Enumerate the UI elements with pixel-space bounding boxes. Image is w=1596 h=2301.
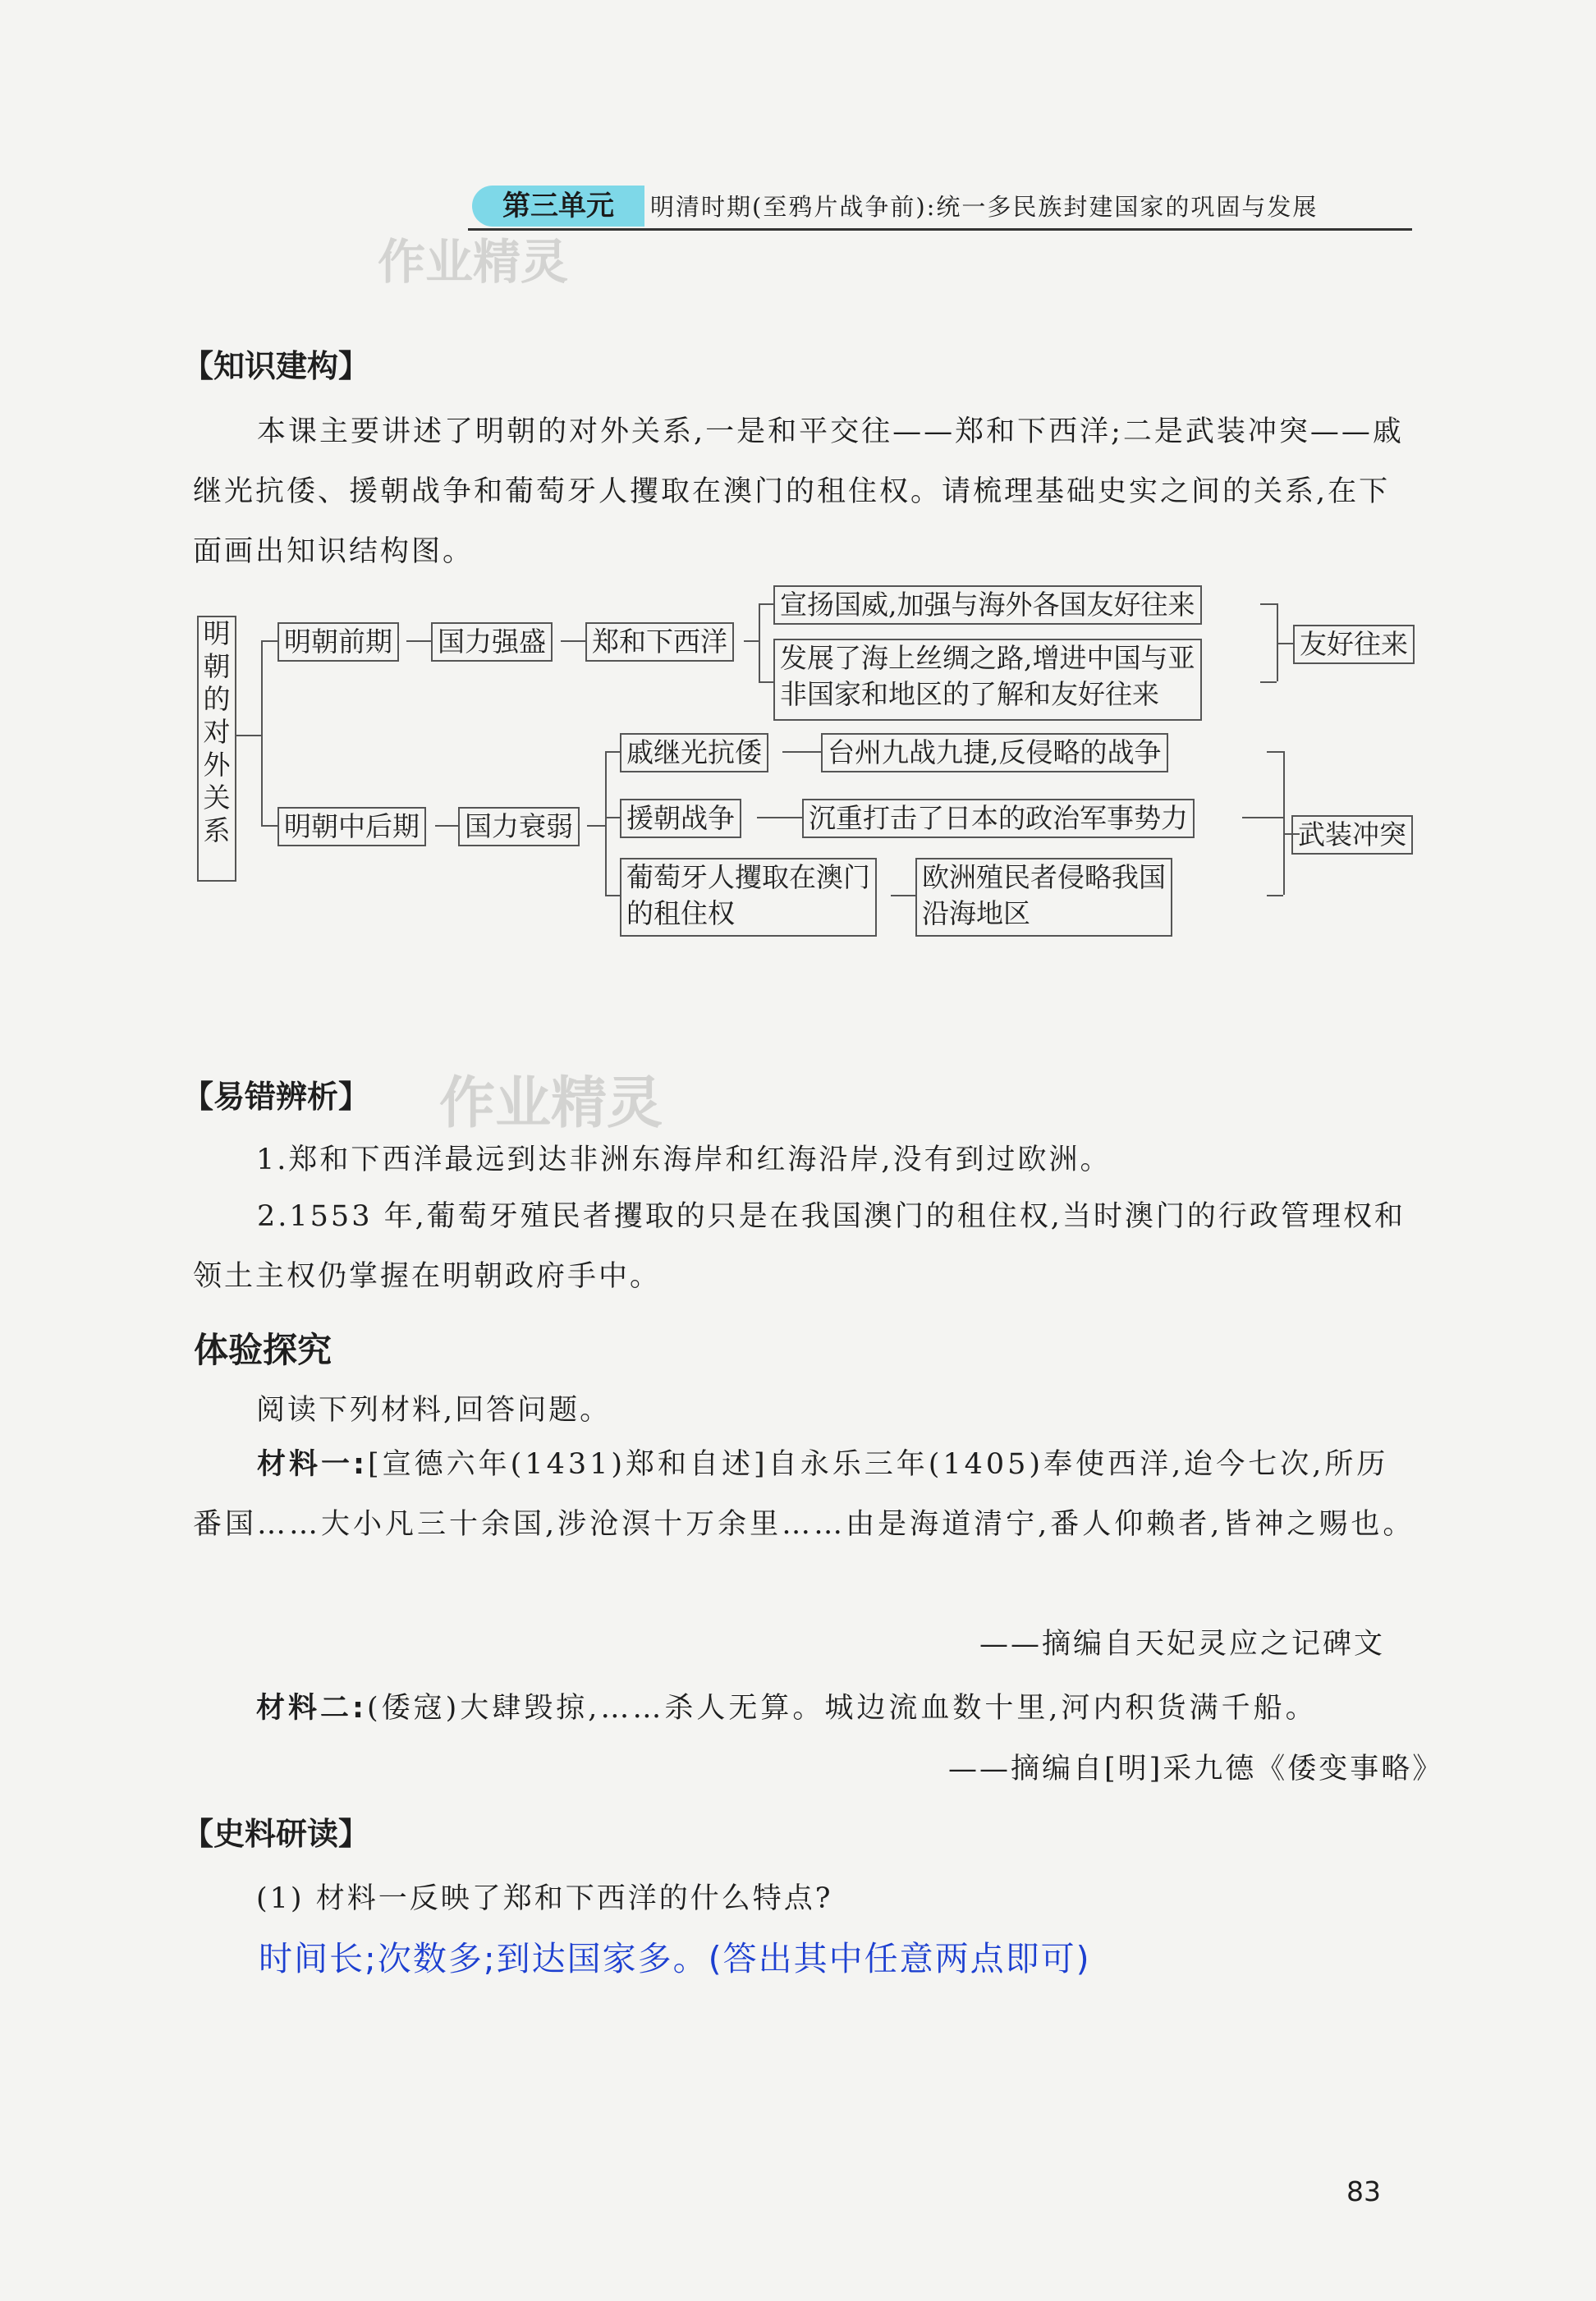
study-heading: 【史料研读】 [182, 1816, 370, 1852]
error-item-1: 1.郑和下西洋最远到达非洲东海岸和红海沿岸,没有到过欧洲。 [256, 1144, 1112, 1176]
material-1-source: ——摘编自天妃灵应之记碑文 [979, 1628, 1386, 1661]
node-korea-result: 沉重打击了日本的政治军事势力 [802, 799, 1195, 838]
material-1 [193, 1435, 1416, 1555]
explore-heading: 体验探究 [194, 1330, 332, 1370]
connector [759, 603, 760, 681]
connector [744, 640, 759, 642]
connector [1260, 603, 1277, 605]
material-2-text: (倭寇)大肆毁掠,……杀人无算。城边流血数十里,河内积货满千船。 [367, 1692, 1318, 1725]
connector [1267, 751, 1283, 753]
error-item-2: 2.1553 年,葡萄牙殖民者攫取的只是在我国澳门的租住权,当时澳门的行政管理权和领土主权仍掌握在明朝政府手中。 [193, 1200, 1406, 1293]
knowledge-heading: 【知识建构】 [182, 348, 370, 384]
node-macau-line1: 葡萄牙人攫取在澳门 [626, 861, 870, 893]
connector [261, 640, 263, 825]
answer-1: 时间长;次数多;到达国家多。(答出其中任意两点即可) [259, 1939, 1091, 1978]
node-armed-conflict: 武装冲突 [1291, 815, 1413, 855]
node-zhenghe-significance-2-line1: 发展了海上丝绸之路,增进中国与亚 [780, 642, 1195, 674]
node-weak-power: 国力衰弱 [458, 807, 580, 846]
connector [435, 825, 458, 827]
question-1: (1) 材料一反映了郑和下西洋的什么特点? [256, 1882, 833, 1915]
connector [236, 735, 261, 736]
node-zhenghe-significance-2 [773, 639, 1202, 721]
connector [759, 603, 773, 605]
page-number: 83 [1346, 2175, 1381, 2207]
node-macau-result [915, 858, 1172, 937]
material-2-source: ——摘编自[明]采九德《倭变事略》 [948, 1753, 1444, 1785]
unit-badge: 第三单元 [472, 186, 644, 227]
node-zhenghe: 郑和下西洋 [585, 622, 734, 662]
errors-heading: 【易错辨析】 [182, 1079, 370, 1115]
node-strong-power: 国力强盛 [431, 622, 553, 662]
diagram-root: 明朝的对外关系 [197, 616, 236, 882]
node-friendly-exchange: 友好往来 [1293, 625, 1415, 664]
connector [759, 681, 773, 683]
watermark: 作业精灵 [439, 1071, 663, 1136]
node-macau-result-line2: 沿海地区 [922, 897, 1030, 929]
connector [1267, 895, 1283, 896]
unit-title: 明清时期(至鸦片战争前):统一多民族封建国家的巩固与发展 [650, 193, 1319, 221]
connector [561, 640, 585, 642]
node-macau-result-line1: 欧洲殖民者侵略我国 [922, 861, 1166, 893]
node-macau-line2: 的租住权 [626, 897, 735, 929]
knowledge-intro: 本课主要讲述了明朝的对外关系,一是和平交往——郑和下西洋;二是武装冲突——戚继光抗倭、援朝战争和葡萄牙人攫取在澳门的租住权。请梳理基础史实之间的关系,在下面画出知识结构图。 [193, 415, 1404, 568]
connector [757, 817, 802, 818]
node-early-ming: 明朝前期 [277, 622, 399, 662]
material-2-label: 材料二: [256, 1692, 367, 1725]
node-qijiguang: 戚继光抗倭 [620, 733, 768, 772]
connector [1277, 643, 1293, 644]
connector [261, 640, 277, 642]
connector [1283, 751, 1285, 895]
connector [1242, 817, 1283, 818]
node-zhenghe-significance-2-line2: 非国家和地区的了解和友好往来 [780, 678, 1159, 710]
connector [605, 751, 607, 895]
connector [587, 825, 605, 827]
material-2 [256, 1685, 1318, 1726]
connector [605, 895, 620, 896]
connector [406, 640, 431, 642]
watermark: 作业精灵 [378, 234, 569, 290]
node-qijiguang-result: 台州九战九捷,反侵略的战争 [821, 733, 1168, 772]
node-late-ming: 明朝中后期 [277, 807, 426, 846]
connector [605, 751, 620, 753]
node-korea-war: 援朝战争 [620, 799, 741, 838]
node-zhenghe-significance-1: 宣扬国威,加强与海外各国友好往来 [773, 585, 1202, 625]
connector [261, 825, 277, 827]
connector [782, 751, 821, 753]
explore-instruction: 阅读下列材料,回答问题。 [256, 1394, 612, 1427]
connector [1260, 681, 1277, 683]
node-macau [620, 858, 877, 937]
connector [891, 895, 915, 896]
connector [605, 817, 620, 818]
material-1-text: [宣德六年(1431)郑和自述]自永乐三年(1405)奉使西洋,迨今七次,所历番国……大小凡三十余国,涉沧溟十万余里……由是海道清宁,番人仰赖者,皆神之赐也。 [193, 1448, 1415, 1541]
material-1-label: 材料一: [257, 1448, 368, 1481]
knowledge-structure-diagram [185, 575, 1433, 960]
